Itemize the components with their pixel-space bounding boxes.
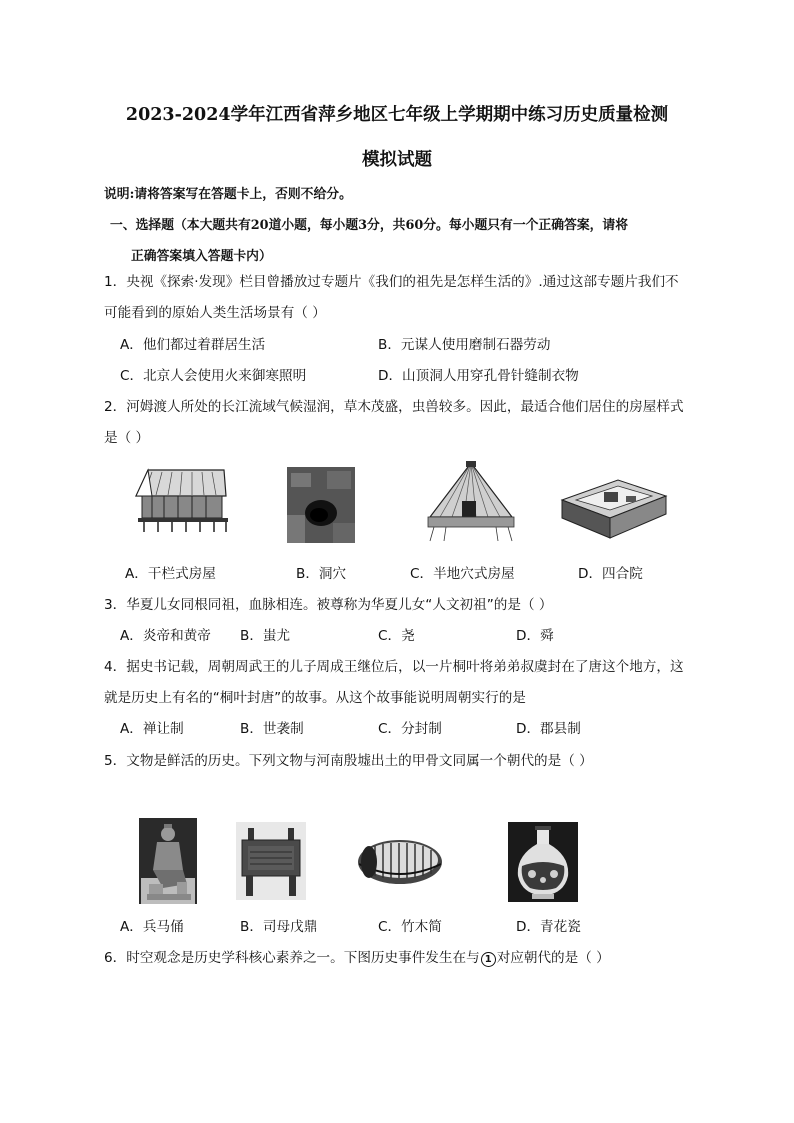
q6-stem xyxy=(104,952,610,967)
q4-option-d: D．郡县制 xyxy=(516,721,581,737)
q3-option-c: C．尧 xyxy=(378,628,415,644)
q2-option-d: D．四合院 xyxy=(578,566,643,582)
cave-image xyxy=(287,467,355,543)
section-header-line-2: 正确答案填入答题卡内） xyxy=(131,249,272,264)
q3-stem: 3．华夏儿女同根同祖，血脉相连。被尊称为华夏儿女“人文初祖”的是（ ） xyxy=(104,597,553,613)
bamboo-slips-image xyxy=(355,834,445,892)
q2-option-a: A．干栏式房屋 xyxy=(125,566,216,582)
q6-stem-pre: 6．时空观念是历史学科核心素养之一。下图历史事件发生在与 xyxy=(104,950,480,966)
q1-stem-line-1: 1．央视《探索·发现》栏目曾播放过专题片《我们的祖先是怎样生活的》.通过这部专题片我们不 xyxy=(104,274,679,290)
q1-option-a: A．他们都过着群居生活 xyxy=(120,337,266,353)
q1-option-c: C．北京人会使用火来御寒照明 xyxy=(120,368,307,384)
q2-stem-line-2: 是（ ） xyxy=(104,430,150,446)
stilt-house-image xyxy=(128,466,230,534)
semi-underground-house-image xyxy=(424,461,518,543)
q3-option-b: B．蚩尤 xyxy=(240,628,291,644)
q2-stem-line-1: 2．河姆渡人所处的长江流域气候湿润，草木茂盛，虫兽较多。因此，最适合他们居住的房屋样式 xyxy=(104,399,684,415)
circled-number-one: 1 xyxy=(481,952,496,967)
q2-option-b: B．洞穴 xyxy=(296,566,347,582)
courtyard-house-image xyxy=(560,478,668,544)
q1-option-b: B．元谋人使用磨制石器劳动 xyxy=(378,337,551,353)
section-header-line-1: 一、选择题（本大题共有20道小题，每小题3分，共60分。每小题只有一个正确答案，请将 xyxy=(110,218,629,233)
q1-option-d: D．山顶洞人用穿孔骨针缝制衣物 xyxy=(378,368,579,384)
q1-stem-line-2: 可能看到的原始人类生活场景有（ ） xyxy=(104,305,326,321)
q3-option-d: D．舜 xyxy=(516,628,554,644)
q5-option-b: B．司母戊鼎 xyxy=(240,919,318,935)
simuwu-ding-image xyxy=(236,822,306,900)
q3-option-a: A．炎帝和黄帝 xyxy=(120,628,211,644)
q5-option-c: C．竹木简 xyxy=(378,919,442,935)
q4-option-c: C．分封制 xyxy=(378,721,442,737)
q4-option-a: A．禅让制 xyxy=(120,721,184,737)
q4-stem-line-1: 4．据史书记载，周朝周武王的儿子周成王继位后，以一片桐叶将弟弟叔虞封在了唐这个地方，这 xyxy=(104,659,684,675)
q5-stem: 5．文物是鲜活的历史。下列文物与河南殷墟出土的甲骨文同属一个朝代的是（ ） xyxy=(104,753,593,769)
q6-stem-post: 对应朝代的是（ ） xyxy=(496,950,610,966)
q2-option-c: C．半地穴式房屋 xyxy=(410,566,515,582)
q5-option-a: A．兵马俑 xyxy=(120,919,184,935)
q4-stem-line-2: 就是历史上有名的“桐叶封唐”的故事。从这个故事能说明周朝实行的是 xyxy=(104,690,526,706)
terracotta-warrior-image xyxy=(139,818,197,904)
q4-option-b: B．世袭制 xyxy=(240,721,304,737)
title-line-2: 模拟试题 xyxy=(362,150,432,170)
title-line-1: 2023-2024学年江西省萍乡地区七年级上学期期中练习历史质量检测 xyxy=(125,105,669,125)
instruction-note: 说明:请将答案写在答题卡上，否则不给分。 xyxy=(104,187,352,202)
blue-white-porcelain-image xyxy=(508,822,578,902)
q5-option-d: D．青花瓷 xyxy=(516,919,581,935)
